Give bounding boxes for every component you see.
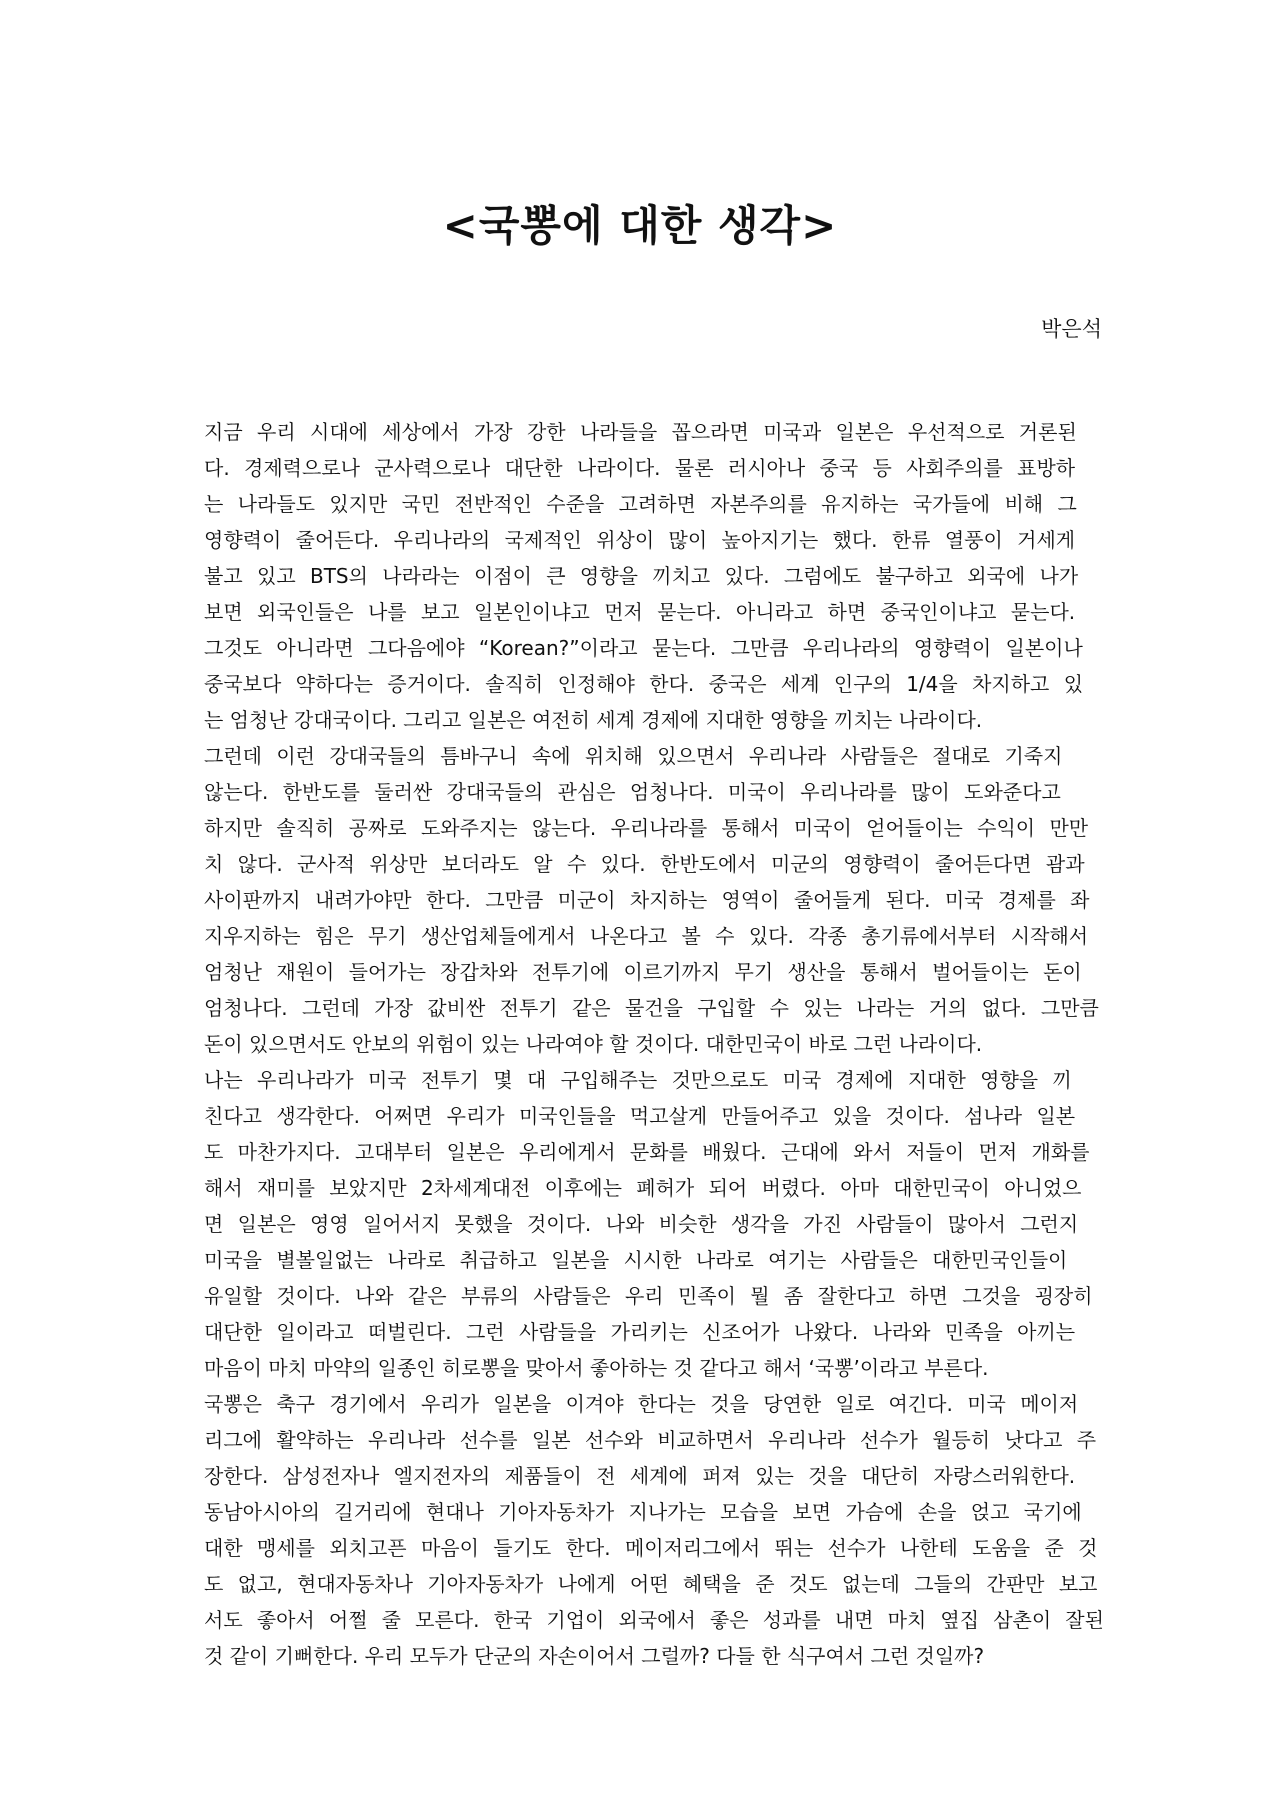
text-line: 영향력이 줄어든다. 우리나라의 국제적인 위상이 많이 높아지기는 했다. 한류 열풍이 거세게 xyxy=(204,528,1076,552)
text-line: 돈이 있으면서도 안보의 위험이 있는 나라여야 할 것이다. 대한민국이 바로 그런 나라이다. xyxy=(204,1032,983,1056)
paragraph-3 xyxy=(184,1062,1104,1386)
text-line: 엄청나다. 그런데 가장 값비싼 전투기 같은 물건을 구입할 수 있는 나라는 거의 없다. 그만큼 xyxy=(204,996,1099,1020)
document-title: <국뽕에 대한 생각> xyxy=(442,201,838,250)
text-line: 도 없고, 현대자동차나 기아자동차가 나에게 어떤 혜택을 준 것도 없는데 그들의 간판만 보고 xyxy=(204,1572,1098,1596)
text-line: 미국을 별볼일없는 나라로 취급하고 일본을 시시한 나라로 여기는 사람들은 대한민국인들이 xyxy=(204,1248,1068,1272)
paragraph-2 xyxy=(184,738,1104,1062)
text-line: 불고 있고 BTS의 나라라는 이점이 큰 영향을 끼치고 있다. 그럼에도 불구하고 외국에 나가 xyxy=(204,564,1079,588)
text-line: 해서 재미를 보았지만 2차세계대전 이후에는 폐허가 되어 버렸다. 아마 대한민국이 아니었으 xyxy=(204,1176,1082,1200)
text-line: 마음이 마치 마약의 일종인 히로뽕을 맞아서 좋아하는 것 같다고 해서 ‘국뽕’이라고 부른다. xyxy=(204,1356,989,1380)
text-line: 지금 우리 시대에 세상에서 가장 강한 나라들을 꼽으라면 미국과 일본은 우선적으로 거론된 xyxy=(204,420,1077,444)
text-line: 그것도 아니라면 그다음에야 “Korean?”이라고 묻는다. 그만큼 우리나라의 영향력이 일본이나 xyxy=(204,636,1083,660)
text-line: 지우지하는 힘은 무기 생산업체들에게서 나온다고 볼 수 있다. 각종 총기류에서부터 시작해서 xyxy=(204,924,1089,948)
text-line: 않는다. 한반도를 둘러싼 강대국들의 관심은 엄청나다. 미국이 우리나라를 많이 도와준다고 xyxy=(204,780,1061,804)
text-line: 그런데 이런 강대국들의 틈바구니 속에 위치해 있으면서 우리나라 사람들은 절대로 기죽지 xyxy=(204,744,1063,768)
text-line: 리그에 활약하는 우리나라 선수를 일본 선수와 비교하면서 우리나라 선수가 월등히 낫다고 주 xyxy=(204,1428,1097,1452)
text-line: 다. 경제력으로나 군사력으로나 대단한 나라이다. 물론 러시아나 중국 등 사회주의를 표방하 xyxy=(204,456,1076,480)
text-line: 는 나라들도 있지만 국민 전반적인 수준을 고려하면 자본주의를 유지하는 국가들에 비해 그 xyxy=(204,492,1077,516)
text-line: 하지만 솔직히 공짜로 도와주지는 않는다. 우리나라를 통해서 미국이 얻어들이는 수익이 만만 xyxy=(204,816,1089,840)
text-line: 대단한 일이라고 떠벌린다. 그런 사람들을 가리키는 신조어가 나왔다. 나라와 민족을 아끼는 xyxy=(204,1320,1076,1344)
text-line: 것 같이 기뻐한다. 우리 모두가 단군의 자손이어서 그럴까? 다들 한 식구여서 그런 것일까? xyxy=(204,1644,985,1668)
paragraph-1 xyxy=(184,414,1104,738)
text-line: 사이판까지 내려가야만 한다. 그만큼 미군이 차지하는 영역이 줄어들게 된다. 미국 경제를 좌 xyxy=(204,888,1090,912)
text-line: 동남아시아의 길거리에 현대나 기아자동차가 지나가는 모습을 보면 가슴에 손을 얹고 국기에 xyxy=(204,1500,1082,1524)
text-line: 면 일본은 영영 일어서지 못했을 것이다. 나와 비슷한 생각을 가진 사람들이 많아서 그런지 xyxy=(204,1212,1079,1236)
author-name: 박은석 xyxy=(1041,317,1102,341)
text-line: 서도 좋아서 어쩔 줄 모른다. 한국 기업이 외국에서 좋은 성과를 내면 마치 옆집 삼촌이 잘된 xyxy=(204,1608,1104,1632)
text-line: 는 엄청난 강대국이다. 그리고 일본은 여전히 세계 경제에 지대한 영향을 끼치는 나라이다. xyxy=(204,708,983,732)
text-line: 장한다. 삼성전자나 엘지전자의 제품들이 전 세계에 퍼져 있는 것을 대단히 자랑스러워한다. xyxy=(204,1464,1076,1488)
text-line: 도 마찬가지다. 고대부터 일본은 우리에게서 문화를 배웠다. 근대에 와서 저들이 먼저 개화를 xyxy=(204,1140,1090,1164)
paragraph-4 xyxy=(184,1386,1104,1674)
text-line: 유일할 것이다. 나와 같은 부류의 사람들은 우리 민족이 뭘 좀 잘한다고 하면 그것을 굉장히 xyxy=(204,1284,1093,1308)
text-line: 국뽕은 축구 경기에서 우리가 일본을 이겨야 한다는 것을 당연한 일로 여긴다. 미국 메이저 xyxy=(204,1392,1079,1416)
text-line: 대한 맹세를 외치고픈 마음이 들기도 한다. 메이저리그에서 뛰는 선수가 나한테 도움을 준 것 xyxy=(204,1536,1098,1560)
document-body xyxy=(184,414,1104,1674)
text-line: 중국보다 약하다는 증거이다. 솔직히 인정해야 한다. 중국은 세계 인구의 1/4을 차지하고 있 xyxy=(204,672,1084,696)
text-line: 나는 우리나라가 미국 전투기 몇 대 구입해주는 것만으로도 미국 경제에 지대한 영향을 끼 xyxy=(204,1068,1072,1092)
text-line: 엄청난 재원이 들어가는 장갑차와 전투기에 이르기까지 무기 생산을 통해서 벌어들이는 돈이 xyxy=(204,960,1082,984)
text-line: 친다고 생각한다. 어쩌면 우리가 미국인들을 먹고살게 만들어주고 있을 것이다. 섬나라 일본 xyxy=(204,1104,1076,1128)
text-line: 치 않다. 군사적 위상만 보더라도 알 수 있다. 한반도에서 미군의 영향력이 줄어든다면 괌과 xyxy=(204,852,1085,876)
text-line: 보면 외국인들은 나를 보고 일본인이냐고 먼저 묻는다. 아니라고 하면 중국인이냐고 묻는다. xyxy=(204,600,1076,624)
